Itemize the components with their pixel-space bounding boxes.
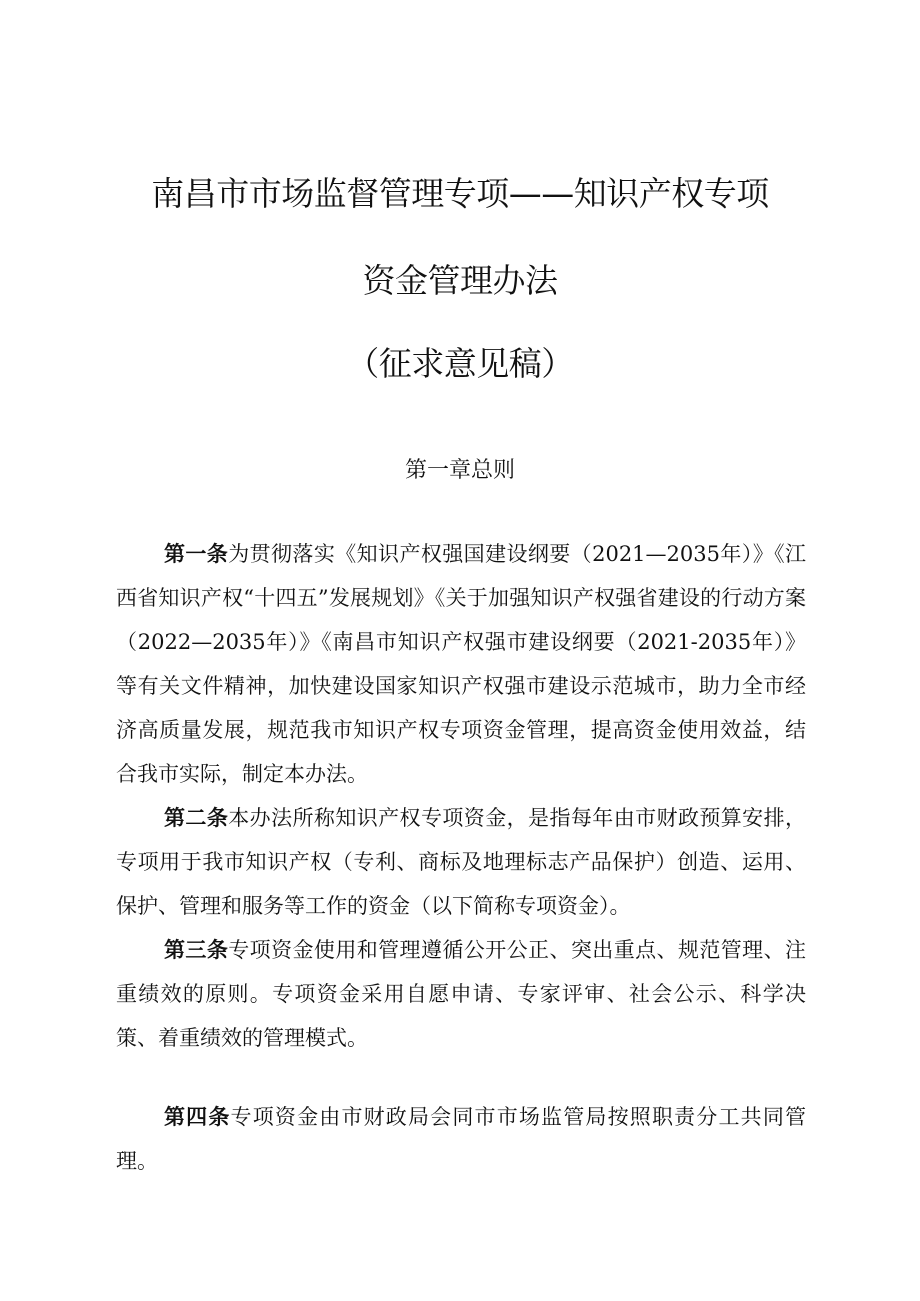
article-2 (116, 796, 806, 928)
article-1 (116, 532, 806, 796)
chapter-heading: 第一章总则 (404, 458, 515, 483)
article-3-text: 专项资金使用和管理遵循公开公正、突出重点、规范管理、注重绩效的原则。专项资金采用自愿申请、专家评审、社会公示、科学决策、着重绩效的管理模式。 (116, 938, 807, 1050)
document-title-line-3: （征求意见稿） (346, 344, 574, 383)
article-3-label: 第三条 (164, 938, 229, 962)
article-4-label: 第四条 (164, 1105, 231, 1129)
article-4 (116, 1095, 806, 1183)
article-1-text: 为贯彻落实《知识产权强国建设纲要（2021—2035年）》《江西省知识产权“十四五”发展规划》《关于加强知识产权强省建设的行动方案（2022—2035年）》《南昌市知识产权强市建设纲要（2021-2035年）》等有关文件精神，加快建设国家知识产权强市建设示范城市，助力全市经济高质量发展，规范我市知识产权专项资金管理，提高资金使用效益，结合我市实际，制定本办法。 (116, 542, 806, 786)
document-title-line-2: 资金管理办法 (362, 261, 558, 300)
document-title-line-1: 南昌市市场监督管理专项——知识产权专项 (151, 174, 769, 213)
article-1-label: 第一条 (164, 542, 229, 566)
article-3 (116, 928, 806, 1060)
article-2-text: 本办法所称知识产权专项资金，是指每年由市财政预算安排，专项用于我市知识产权（专利、商标及地理标志产品保护）创造、运用、保护、管理和服务等工作的资金（以下简称专项资金）。 (116, 806, 807, 918)
article-2-label: 第二条 (164, 806, 229, 830)
article-4-text: 专项资金由市财政局会同市市场监管局按照职责分工共同管理。 (116, 1105, 807, 1173)
